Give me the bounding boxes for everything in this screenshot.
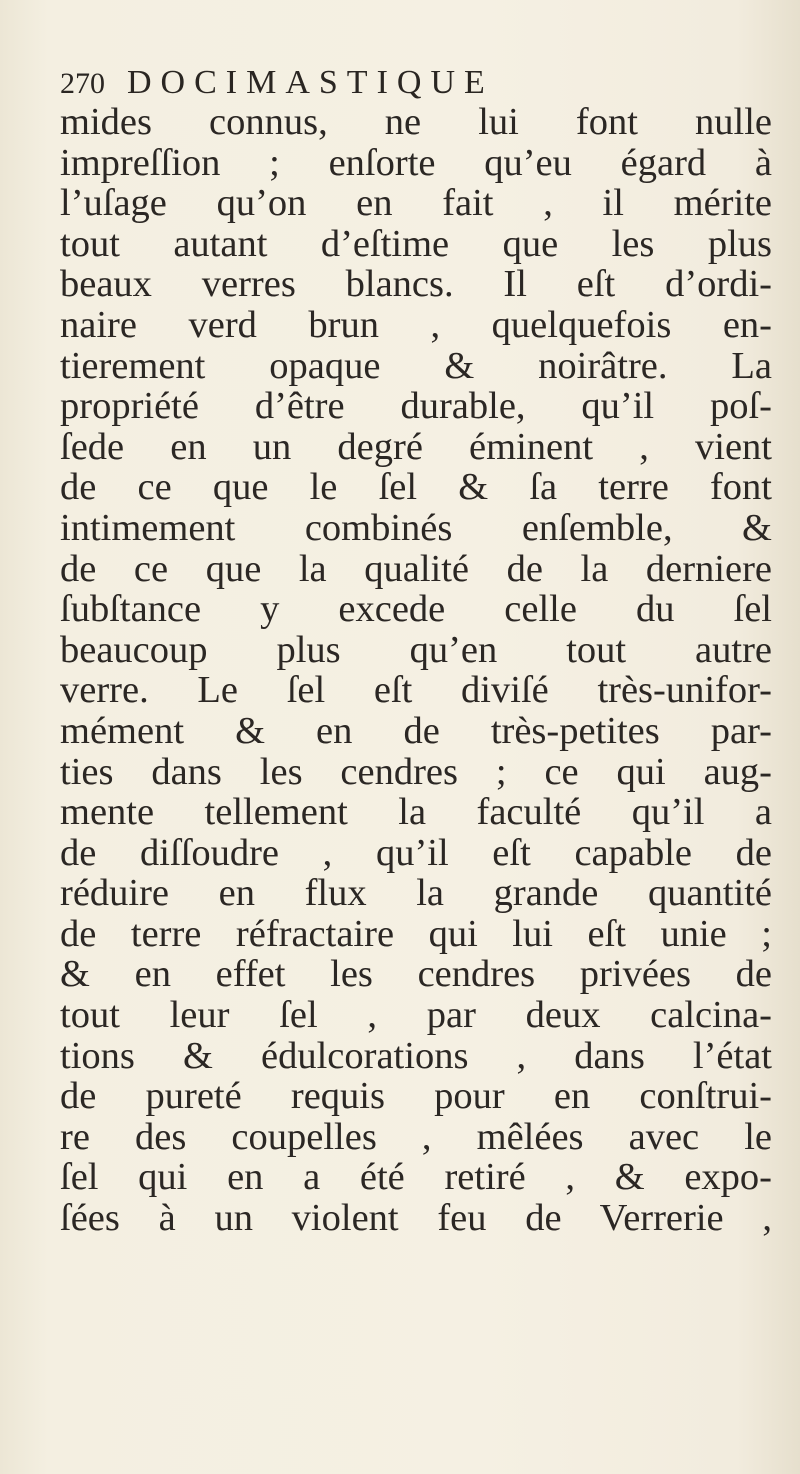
text-line: ſede en un degré éminent , vient	[60, 426, 772, 468]
text-line: l’uſage qu’on en fait , il mérite	[60, 183, 772, 224]
text-line: mides connus, ne lui font nulle	[60, 102, 772, 143]
text-line: ſubſtance y excede celle du ſel	[60, 589, 772, 630]
text-line: tierement opaque & noirâtre. La	[60, 345, 772, 387]
text-line: de terre réfractaire qui lui eſt unie ;	[60, 913, 772, 955]
text-line: re des coupelles , mêlées avec le	[60, 1116, 772, 1158]
text-line: intimement combinés enſemble, &	[60, 507, 772, 549]
text-line: ſel qui en a été retiré , & expo-	[60, 1157, 772, 1199]
text-line: beaux verres blancs. Il eſt d’ordi-	[60, 264, 772, 305]
text-line: propriété d’être durable, qu’il poſ-	[60, 386, 772, 427]
running-head: DOCIMASTIQUE	[127, 64, 494, 101]
page-number: 270	[60, 67, 105, 100]
text-line: de ce que la qualité de la derniere	[60, 548, 772, 590]
text-line: impreſſion ; enſorte qu’eu égard à	[60, 142, 772, 184]
text-line: mément & en de très-petites par-	[60, 710, 772, 752]
text-line: beaucoup plus qu’en tout autre	[60, 629, 772, 671]
text-line: de pureté requis pour en conſtrui-	[60, 1076, 772, 1117]
text-line: & en effet les cendres privées de	[60, 954, 772, 996]
text-line: ſées à un violent feu de Verrerie ,	[60, 1198, 772, 1239]
text-line: ties dans les cendres ; ce qui aug-	[60, 751, 772, 793]
text-line: tions & édulcorations , dans l’état	[60, 1035, 772, 1077]
text-line: de ce que le ſel & ſa terre font	[60, 467, 772, 508]
text-line: tout autant d’eſtime que les plus	[60, 223, 772, 265]
text-line: tout leur ſel , par deux calcina-	[60, 995, 772, 1036]
text-line: mente tellement la faculté qu’il a	[60, 792, 772, 833]
text-line: réduire en flux la grande quantité	[60, 873, 772, 914]
text-line: naire verd brun , quelquefois en-	[60, 304, 772, 346]
text-line: de diſſoudre , qu’il eſt capable de	[60, 832, 772, 874]
text-line: verre. Le ſel eſt diviſé très-unifor-	[60, 670, 772, 711]
body-text	[60, 102, 772, 1239]
